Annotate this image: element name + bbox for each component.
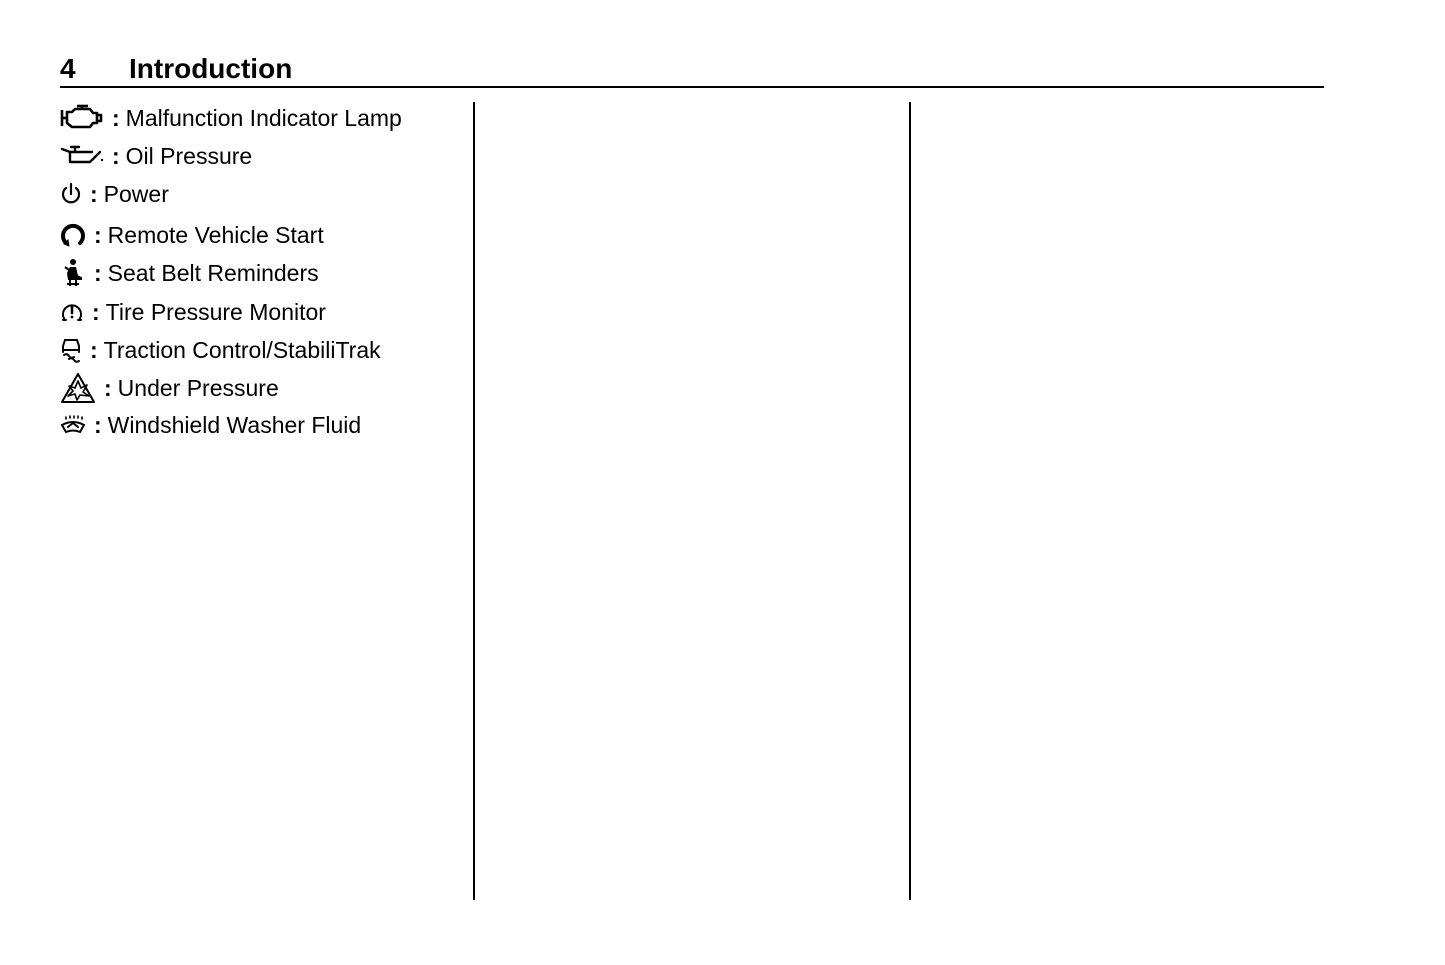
symbol-row-power <box>60 180 169 208</box>
column-divider-right <box>909 102 911 900</box>
symbol-row-under-pressure <box>60 372 279 404</box>
symbol-row-remote-start <box>60 221 324 249</box>
symbol-row-traction-control <box>60 336 381 364</box>
washer-fluid-icon <box>60 413 86 437</box>
page-title: Introduction <box>129 53 293 84</box>
symbol-label: Oil Pressure <box>125 143 253 169</box>
traction-control-icon <box>60 337 82 363</box>
symbol-label: Seat Belt Reminders <box>107 260 319 286</box>
separator: : <box>112 105 120 131</box>
power-icon <box>60 182 82 206</box>
separator: : <box>104 375 112 401</box>
separator: : <box>94 222 102 248</box>
symbol-label: Tire Pressure Monitor <box>105 299 326 325</box>
oil-can-icon <box>60 144 104 168</box>
seat-belt-icon <box>60 258 86 288</box>
separator: : <box>94 412 102 438</box>
symbol-label: Malfunction Indicator Lamp <box>125 105 402 131</box>
symbol-row-tire-pressure <box>60 298 326 326</box>
page-header <box>60 52 1324 88</box>
separator: : <box>90 337 98 363</box>
page-number: 4 <box>60 53 76 84</box>
separator: : <box>90 181 98 207</box>
separator: : <box>112 143 120 169</box>
under-pressure-icon <box>60 372 96 404</box>
column-divider-left <box>473 102 475 900</box>
symbol-label: Under Pressure <box>117 375 279 401</box>
symbol-label: Traction Control/StabiliTrak <box>103 337 381 363</box>
symbol-label: Windshield Washer Fluid <box>107 412 362 438</box>
symbol-row-malfunction <box>60 104 402 132</box>
symbol-label: Remote Vehicle Start <box>107 222 324 248</box>
engine-icon <box>60 104 104 132</box>
separator: : <box>92 299 100 325</box>
tire-pressure-icon <box>60 300 84 324</box>
symbol-row-oil-pressure <box>60 142 252 170</box>
header-rule <box>60 86 1324 88</box>
separator: : <box>94 260 102 286</box>
remote-start-icon <box>60 222 86 248</box>
symbol-row-seat-belt <box>60 258 319 288</box>
symbol-row-washer-fluid <box>60 411 361 439</box>
symbol-label: Power <box>103 181 169 207</box>
